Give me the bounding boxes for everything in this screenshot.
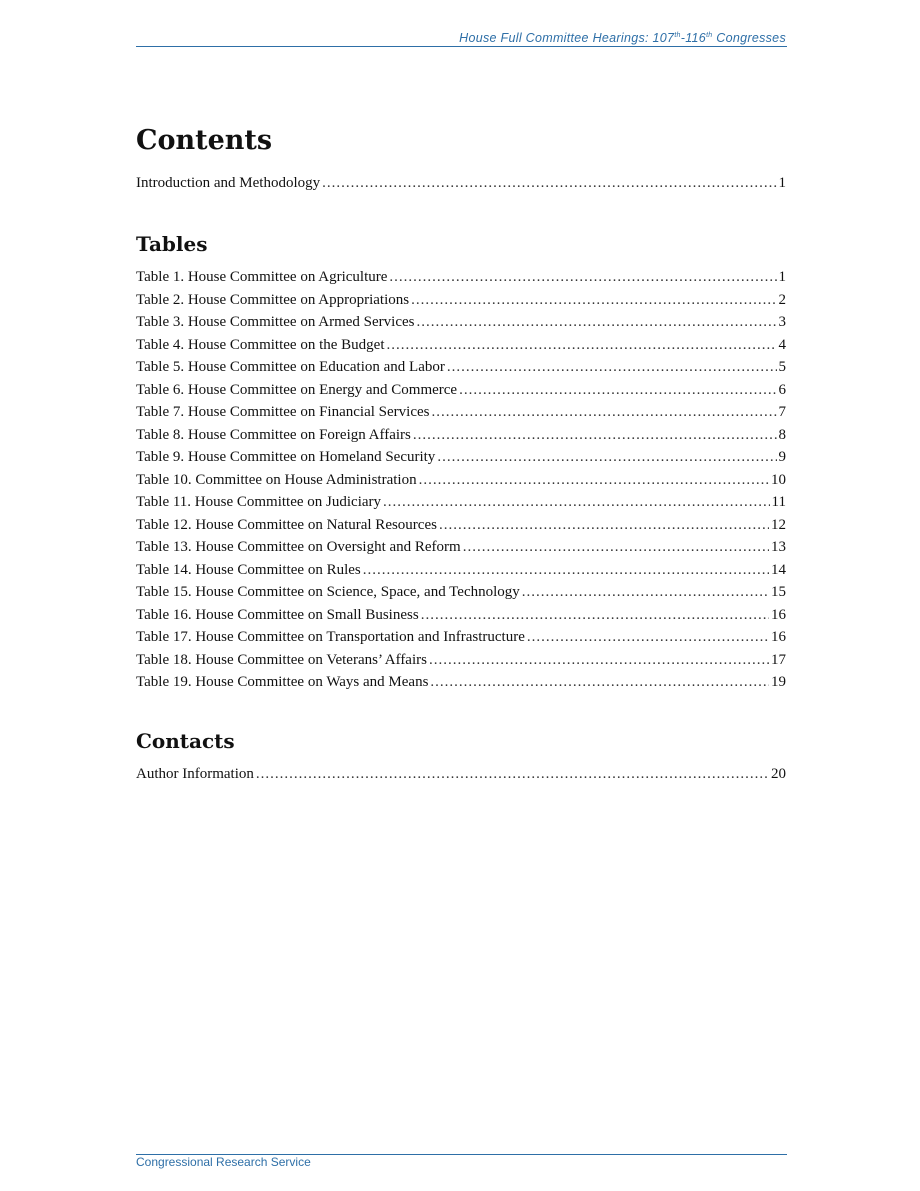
- contacts-list: [136, 763, 786, 786]
- toc-leader-dots: [411, 289, 776, 312]
- toc-entry-label: Table 15. House Committee on Science, Space, and Technology: [136, 584, 520, 600]
- toc-entry-page: 16: [771, 606, 786, 623]
- toc-entry-page: 10: [771, 471, 786, 488]
- toc-entry[interactable]: [136, 559, 786, 582]
- toc-entry-page: 5: [778, 359, 786, 375]
- toc-leader-dots: [429, 649, 769, 672]
- toc-entry-page: 8: [778, 426, 786, 443]
- toc-leader-dots: [387, 334, 777, 357]
- toc-entry-page: 17: [771, 651, 786, 668]
- toc-leader-dots: [463, 536, 769, 559]
- toc-entry[interactable]: [136, 536, 786, 559]
- toc-leader-dots: [430, 671, 769, 694]
- toc-entry-page: 9: [778, 449, 786, 465]
- contents-title: Contents: [136, 125, 273, 156]
- toc-leader-dots: [447, 356, 777, 379]
- toc-entry-page: 7: [778, 404, 786, 420]
- toc-entry-label: Table 17. House Committee on Transportation and Infrastructure: [136, 629, 525, 645]
- toc-leader-dots: [431, 401, 776, 424]
- contacts-title: Contacts: [136, 729, 235, 753]
- header-sup-1: th: [674, 31, 681, 39]
- toc-entry[interactable]: [136, 401, 786, 424]
- toc-entry-page: 11: [771, 494, 786, 510]
- toc-entry[interactable]: [136, 514, 786, 537]
- toc-entry[interactable]: [136, 763, 786, 786]
- toc-entry-page: 19: [771, 674, 786, 690]
- toc-entry-page: 1: [778, 175, 786, 191]
- toc-entry-label: Table 18. House Committee on Veterans’ Affairs: [136, 651, 427, 668]
- toc-leader-dots: [322, 172, 776, 195]
- toc-leader-dots: [416, 311, 776, 334]
- toc-entry-page: 3: [778, 314, 786, 330]
- toc-entry[interactable]: [136, 604, 786, 627]
- toc-entry-label: Table 10. Committee on House Administration: [136, 471, 417, 488]
- toc-entry[interactable]: [136, 172, 786, 195]
- toc-entry-page: 13: [771, 539, 786, 555]
- toc-entry[interactable]: [136, 446, 786, 469]
- footer-text: Congressional Research Service: [136, 1155, 311, 1169]
- toc-entry-label: Table 11. House Committee on Judiciary: [136, 494, 382, 510]
- toc-entry-label: Table 16. House Committee on Small Business: [136, 606, 419, 623]
- toc-leader-dots: [389, 266, 776, 289]
- contents-list: [136, 172, 786, 195]
- toc-entry-page: 12: [771, 516, 786, 533]
- toc-entry-page: 6: [778, 381, 786, 398]
- toc-leader-dots: [437, 446, 776, 469]
- tables-list: [136, 266, 786, 694]
- toc-leader-dots: [421, 604, 769, 627]
- header-sup-2: th: [706, 31, 713, 39]
- tables-title: Tables: [136, 232, 208, 256]
- toc-entry-label: Table 3. House Committee on Armed Services: [136, 314, 415, 330]
- toc-entry-label: Table 2. House Committee on Appropriations: [136, 291, 410, 308]
- header-title-suffix: Congresses: [712, 31, 786, 45]
- toc-entry-label: Table 9. House Committee on Homeland Security: [136, 449, 436, 465]
- toc-entry-label: Table 1. House Committee on Agriculture: [136, 269, 388, 285]
- toc-entry[interactable]: [136, 311, 786, 334]
- toc-entry-page: 2: [778, 291, 786, 308]
- toc-leader-dots: [527, 626, 769, 649]
- toc-entry[interactable]: [136, 469, 786, 492]
- header-title-prefix: House Full Committee Hearings: 107: [459, 31, 675, 45]
- toc-entry[interactable]: [136, 626, 786, 649]
- toc-entry-page: 16: [771, 629, 786, 645]
- toc-entry[interactable]: [136, 649, 786, 672]
- toc-entry[interactable]: [136, 379, 786, 402]
- toc-entry[interactable]: [136, 266, 786, 289]
- toc-entry[interactable]: [136, 289, 786, 312]
- toc-entry-label: Author Information: [136, 766, 254, 782]
- toc-entry[interactable]: [136, 424, 786, 447]
- toc-entry-page: 20: [771, 766, 786, 782]
- toc-leader-dots: [439, 514, 769, 537]
- toc-entry-label: Table 19. House Committee on Ways and Means: [136, 674, 429, 690]
- toc-entry-label: Table 7. House Committee on Financial Services: [136, 404, 430, 420]
- header-rule: [136, 46, 787, 47]
- toc-entry-label: Table 4. House Committee on the Budget: [136, 336, 385, 353]
- toc-entry[interactable]: [136, 334, 786, 357]
- toc-entry[interactable]: [136, 491, 786, 514]
- toc-entry[interactable]: [136, 356, 786, 379]
- toc-leader-dots: [363, 559, 769, 582]
- toc-entry-page: 15: [771, 584, 786, 600]
- toc-entry-label: Table 5. House Committee on Education and Labor: [136, 359, 445, 375]
- toc-leader-dots: [459, 379, 776, 402]
- toc-leader-dots: [256, 763, 769, 786]
- toc-entry-label: Table 14. House Committee on Rules: [136, 561, 361, 578]
- toc-entry-page: 4: [778, 336, 786, 353]
- toc-entry[interactable]: [136, 581, 786, 604]
- toc-leader-dots: [413, 424, 777, 447]
- toc-entry-label: Table 8. House Committee on Foreign Affairs: [136, 426, 411, 443]
- running-header: [136, 31, 786, 45]
- toc-entry-label: Table 13. House Committee on Oversight and Reform: [136, 539, 461, 555]
- toc-entry-page: 1: [778, 269, 786, 285]
- toc-entry-label: Introduction and Methodology: [136, 175, 321, 191]
- toc-leader-dots: [383, 491, 770, 514]
- toc-entry[interactable]: [136, 671, 786, 694]
- toc-entry-label: Table 6. House Committee on Energy and Commerce: [136, 381, 458, 398]
- toc-entry-label: Table 12. House Committee on Natural Resources: [136, 516, 437, 533]
- toc-leader-dots: [522, 581, 769, 604]
- toc-leader-dots: [419, 469, 769, 492]
- toc-entry-page: 14: [771, 561, 786, 578]
- header-title-mid: -116: [680, 31, 707, 45]
